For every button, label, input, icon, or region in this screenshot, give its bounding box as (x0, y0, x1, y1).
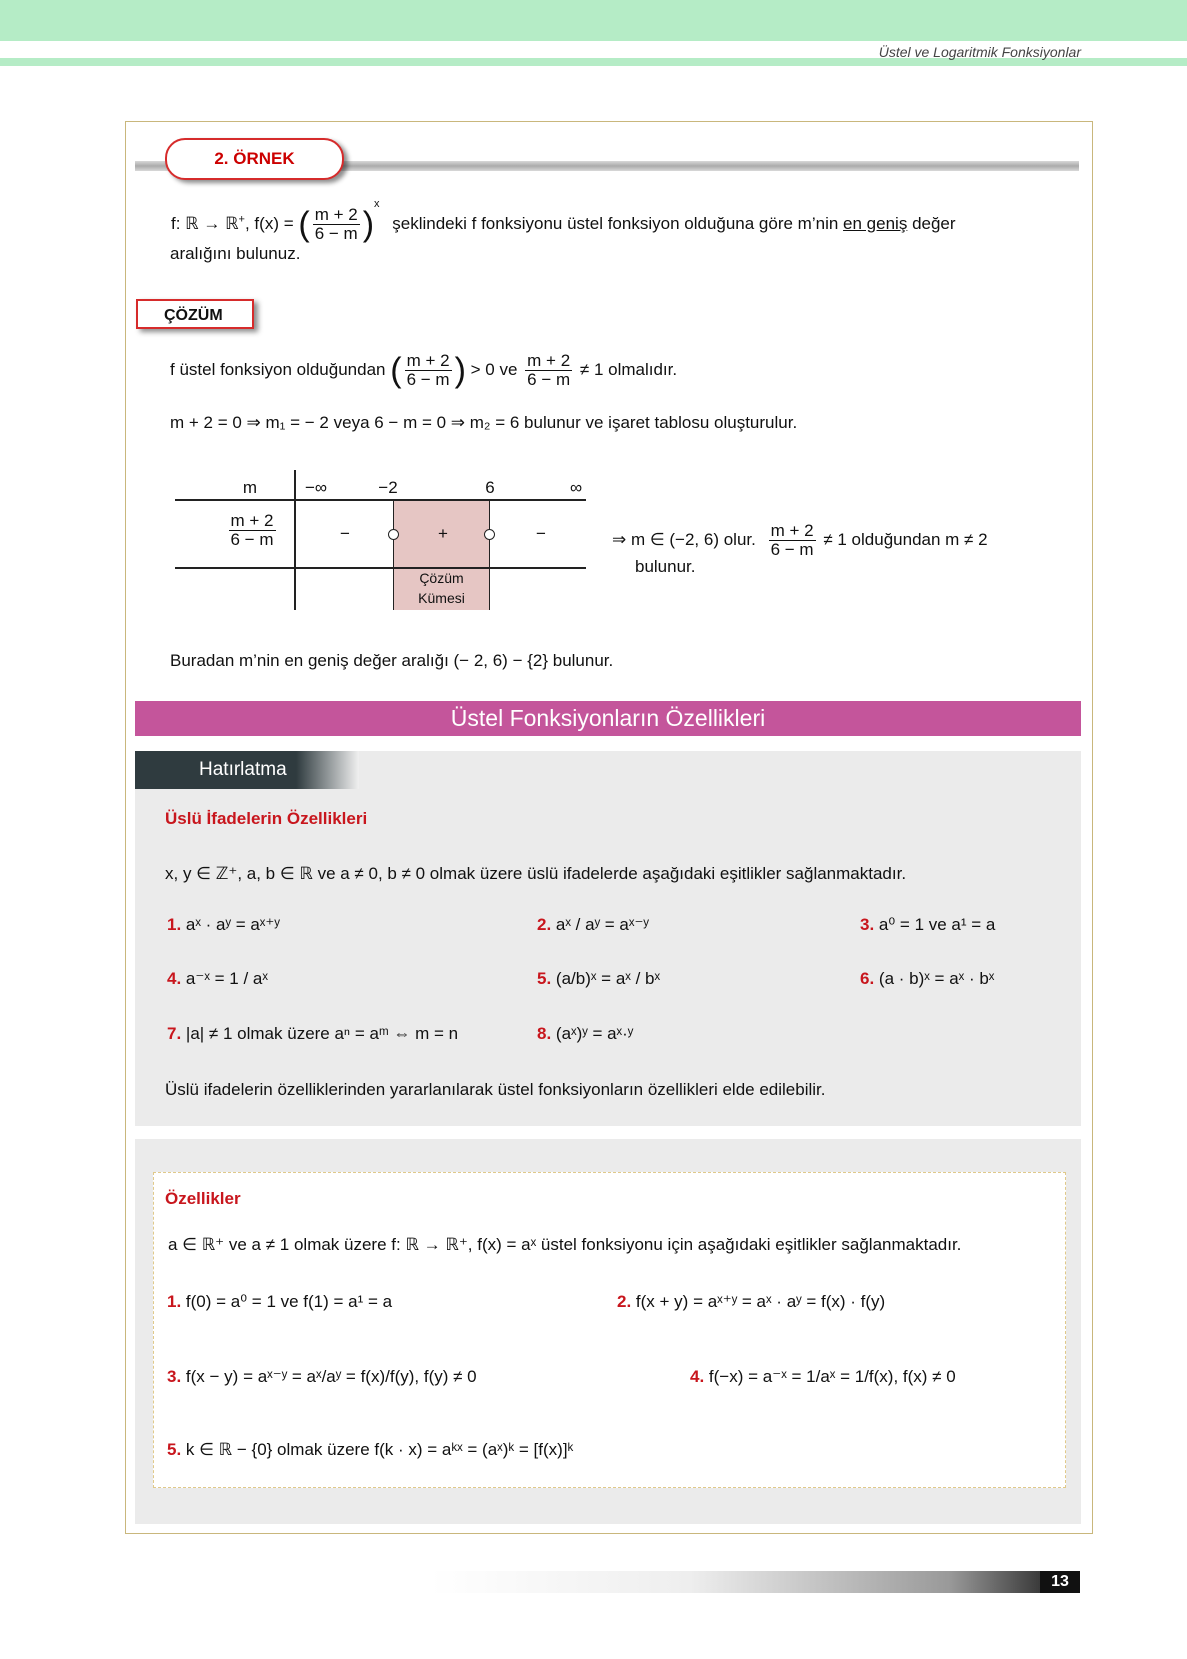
rule-5: 5. (a/b)ˣ = aˣ / bˣ (537, 969, 661, 988)
reminder-tab: Hatırlatma (135, 751, 359, 789)
sign-minus-1: − (340, 524, 350, 543)
property-3: 3. f(x − y) = aˣ⁻ʸ = aˣ/aʸ = f(x)/f(y), f(y) ≠ 0 (167, 1367, 477, 1386)
properties-heading: Özellikler (165, 1189, 241, 1208)
open-point-neg2 (388, 529, 399, 540)
result-line: ⇒ m ∈ (−2, 6) olur. $\frac{m + 2}{6 - m}$ ≠ 1 olduğundan m ≠ 2 (612, 521, 988, 559)
tick-6: 6 (485, 478, 495, 497)
reminder-intro: x, y ∈ ℤ⁺, a, b ∈ ℝ ve a ≠ 0, b ≠ 0 olmak üzere üslü ifadelerde aşağıdaki eşitlikler sağlanmaktadır. (165, 864, 907, 883)
rule-4: 4. a⁻ˣ = 1 / aˣ (167, 969, 268, 988)
property-1: 1. f(0) = a⁰ = 1 ve f(1) = a¹ = a (167, 1292, 393, 1311)
solution-set-label-1: Çözüm (419, 570, 464, 586)
table-fraction: $\frac{m + 2}{6 - m}$ (230, 511, 274, 549)
final-answer: Buradan m’nin en geniş değer aralığı (− 2, 6) − {2} bulunur. (170, 651, 614, 670)
top-band (0, 0, 1187, 41)
q-sup: + (238, 213, 245, 226)
sign-plus: + (438, 524, 448, 543)
tick-inf: ∞ (569, 478, 583, 497)
table-m-label: m (242, 478, 258, 497)
solution-set-label-2: Kümesi (418, 590, 465, 606)
solution-line-1: f üstel fonksiyon olduğundan ( $\frac{m + 2}{6 - m}$ ) > 0 ve $\frac{m + 2}{6 - m}$ ≠ 1 olmalıdır. (170, 351, 678, 390)
q-underlined: en geniş (843, 214, 908, 233)
property-4: 4. f(−x) = a⁻ˣ = 1/aˣ = 1/f(x), f(x) ≠ 0 (690, 1367, 956, 1386)
tick-neg2: −2 (378, 478, 398, 497)
reminder-box (135, 751, 1081, 1126)
page-number: 13 (1040, 1571, 1080, 1593)
q-text1: şeklindeki f fonksiyonu üstel fonksiyon olduğuna göre m’nin (392, 214, 839, 233)
open-point-6 (484, 529, 495, 540)
rule-7: 7. |a| ≠ 1 olmak üzere aⁿ = aᵐ ⇔ m = n (167, 1024, 459, 1043)
page-footer-bar (430, 1571, 1080, 1593)
section-title: Üstel Fonksiyonların Özellikleri (135, 701, 1081, 736)
solution-line-2: m + 2 = 0 ⇒ m₁ = − 2 veya 6 − m = 0 ⇒ m₂ = 6 bulunur ve işaret tablosu oluşturulur. (170, 413, 798, 432)
rule-3: 3. a⁰ = 1 ve a¹ = a (860, 915, 996, 934)
property-2: 2. f(x + y) = aˣ⁺ʸ = aˣ · aʸ = f(x) · f(y) (617, 1292, 886, 1311)
rule-1: 1. aˣ · aʸ = aˣ⁺ʸ (167, 915, 280, 934)
solution-badge: ÇÖZÜM (136, 299, 254, 329)
running-header: Üstel ve Logaritmik Fonksiyonlar (878, 44, 1081, 60)
tick-neg-inf: −∞ (304, 478, 328, 497)
result-line-2: bulunur. (635, 557, 696, 576)
reminder-heading: Üslü İfadelerin Özellikleri (165, 809, 368, 828)
sign-minus-2: − (536, 524, 546, 543)
q-prefix: f: ℝ → ℝ (171, 214, 239, 233)
question-line-1: f: ℝ → ℝ+, f(x) = ( $\frac{m + 2}{6 - m}$ )$^x$ şeklindeki f fonksiyonu üstel fonksiyon olduğuna göre m’nin en geniş değer (171, 198, 956, 244)
q-fraction: $\frac{m + 2}{6 - m}$ (314, 205, 358, 244)
q-text2: değer (912, 214, 956, 233)
properties-intro: a ∈ ℝ⁺ ve a ≠ 1 olmak üzere f: ℝ → ℝ⁺, f(x) = aˣ üstel fonksiyonu için aşağıdaki eşitlikler sağlanmaktadır. (168, 1235, 962, 1254)
rule-6: 6. (a · b)ˣ = aˣ · bˣ (860, 969, 995, 988)
rule-2: 2. aˣ / aʸ = aˣ⁻ʸ (537, 915, 649, 934)
example-badge: 2. ÖRNEK (165, 138, 344, 180)
rule-8: 8. (aˣ)ʸ = aˣ·ʸ (537, 1024, 634, 1043)
q-exp: x (374, 198, 380, 210)
property-5: 5. k ∈ ℝ − {0} olmak üzere f(k · x) = aᵏˣ = (aˣ)ᵏ = [f(x)]ᵏ (167, 1440, 574, 1459)
q-fx: , f(x) = (244, 214, 294, 233)
question-line-2: aralığını bulunuz. (170, 244, 301, 263)
reminder-footer: Üslü ifadelerin özelliklerinden yararlanılarak üstel fonksiyonların özellikleri elde edilebilir. (165, 1080, 826, 1099)
